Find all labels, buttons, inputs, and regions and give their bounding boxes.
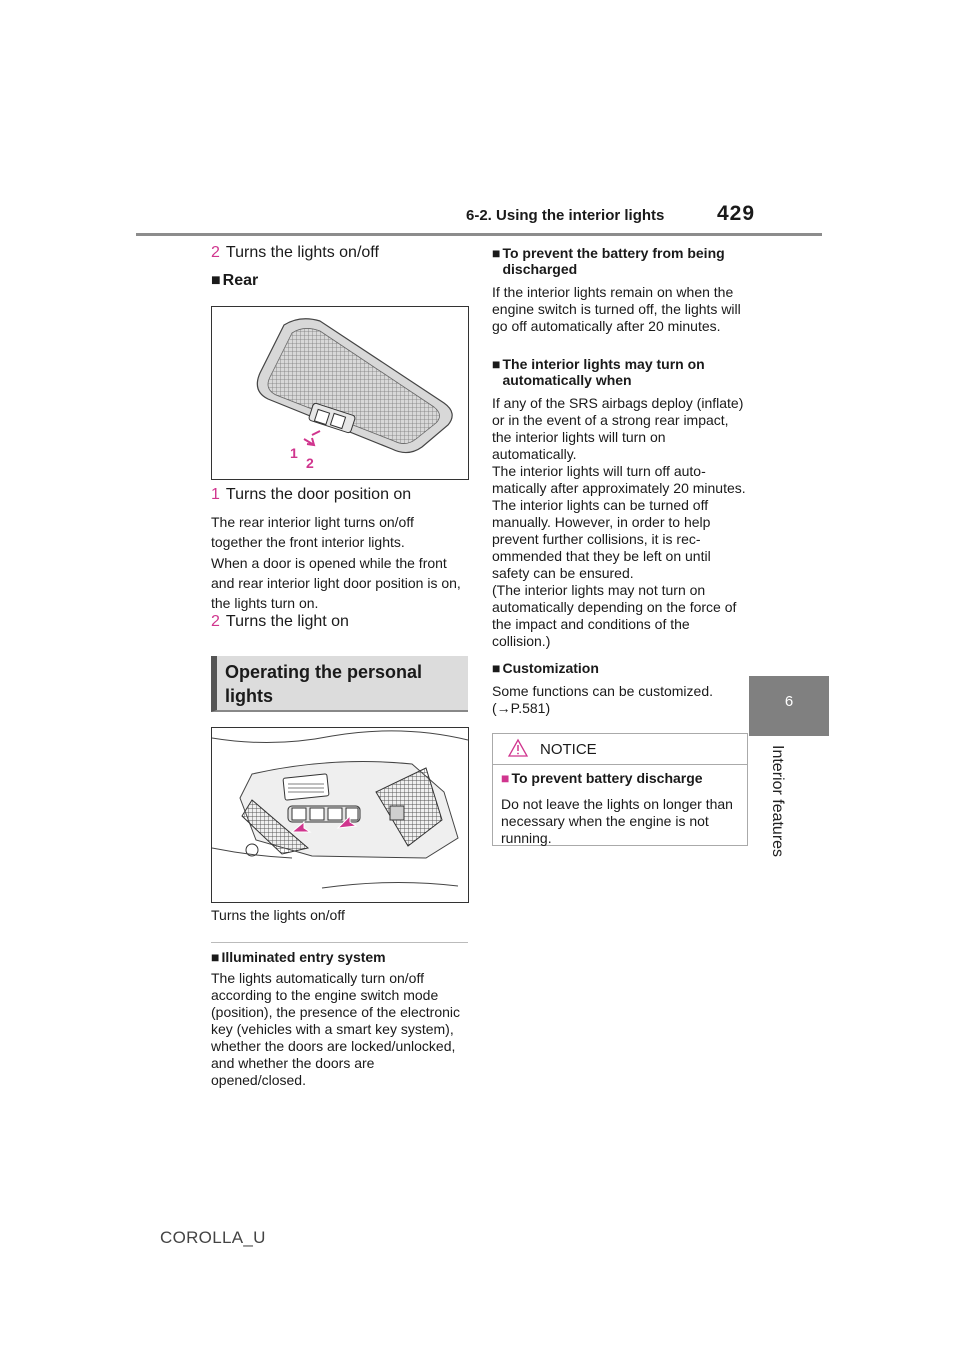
rear-desc-1: The rear interior light turns on/off together the front interior lights. <box>211 514 414 550</box>
battery-text: If the interior lights remain on when the engine switch is turned off, the lights will go off automatically after 20 minutes. <box>492 284 741 334</box>
illuminated-entry-heading-text: Illuminated entry system <box>221 949 386 965</box>
square-bullet-icon: ■ <box>211 949 220 965</box>
personal-light-figure <box>211 727 469 903</box>
callout-2: 2 <box>306 455 314 471</box>
square-bullet-icon: ■ <box>211 272 221 289</box>
customization-heading-text: Customization <box>502 660 599 676</box>
step-text: Turns the light on <box>225 613 349 630</box>
notice-heading-text: To prevent battery discharge <box>511 770 703 786</box>
section-heading-line1: Operating the personal <box>225 662 423 682</box>
square-bullet-icon: ■ <box>492 660 501 676</box>
auto-on-heading-text: The interior lights may turn on automatically when <box>502 356 705 388</box>
step-turns-lights <box>211 244 379 262</box>
rear-light-illustration <box>212 307 468 479</box>
auto-on-para-2: The interior lights will turn off auto-matically after approximately 20 minutes. <box>492 463 746 496</box>
rear-heading-text: Rear <box>222 272 259 289</box>
section-header: 6-2. Using the interior lights <box>466 207 665 224</box>
rear-light-figure <box>211 306 469 480</box>
auto-on-text <box>492 395 746 650</box>
square-bullet-icon: ■ <box>492 356 501 372</box>
customization-text: Some functions can be customized. (→P.581) <box>492 683 714 716</box>
step-door-position <box>211 486 411 504</box>
rear-heading <box>211 272 258 290</box>
illuminated-entry-text: The lights automatically turn on/off according to the engine switch mode (position), the presence of the electronic key (vehicles with a smart key system), whether the doors are locked/unlocked, and whether the doors are opened/closed. <box>211 970 461 1088</box>
auto-on-heading <box>492 356 748 388</box>
step-text: Turns the lights on/off <box>225 244 379 261</box>
section-heading <box>211 656 468 712</box>
step-number: 2 <box>211 613 220 630</box>
header-rule <box>136 233 822 236</box>
battery-heading-text: To prevent the battery from being discharged <box>502 245 725 277</box>
auto-on-para-3: The interior lights can be turned off manually. However, in order to help prevent further collisions, it is rec-ommended that they be left on until safety can be ensured. <box>492 497 711 581</box>
illuminated-entry-heading <box>211 949 469 965</box>
notice-text: Do not leave the lights on longer than necessary when the engine is not running. <box>501 796 733 846</box>
notice-label: NOTICE <box>540 741 597 758</box>
personal-light-caption: Turns the lights on/off <box>211 907 345 923</box>
square-bullet-icon: ■ <box>492 245 501 261</box>
step-number: 2 <box>211 244 220 261</box>
footer-model-code: COROLLA_U <box>160 1228 266 1247</box>
rear-desc-2: When a door is opened while the front and rear interior light door position is on, the lights turn on. <box>211 555 461 611</box>
notice-box <box>492 733 748 846</box>
page-number: 429 <box>717 202 756 225</box>
section-heading-line2: lights <box>225 686 273 706</box>
callout-1: 1 <box>290 445 298 461</box>
chapter-label: Interior features <box>769 745 786 858</box>
battery-heading <box>492 245 748 277</box>
warning-triangle-icon <box>507 738 529 763</box>
customization-heading <box>492 660 599 676</box>
notice-header <box>493 734 747 765</box>
divider <box>211 942 468 943</box>
chapter-tab: 6 <box>749 676 829 736</box>
personal-light-illustration <box>212 728 468 902</box>
auto-on-para-1: If any of the SRS airbags deploy (inflate) or in the event of a strong rear impact, the interior lights will turn on automatically. <box>492 395 744 462</box>
notice-heading <box>501 770 703 786</box>
step-number: 1 <box>211 486 220 503</box>
square-bullet-icon: ■ <box>501 770 510 786</box>
step-text: Turns the door position on <box>225 486 412 503</box>
step-turns-light-on <box>211 613 349 631</box>
auto-on-para-4: (The interior lights may not turn on automatically depending on the force of the impact and conditions of the collision.) <box>492 582 737 649</box>
